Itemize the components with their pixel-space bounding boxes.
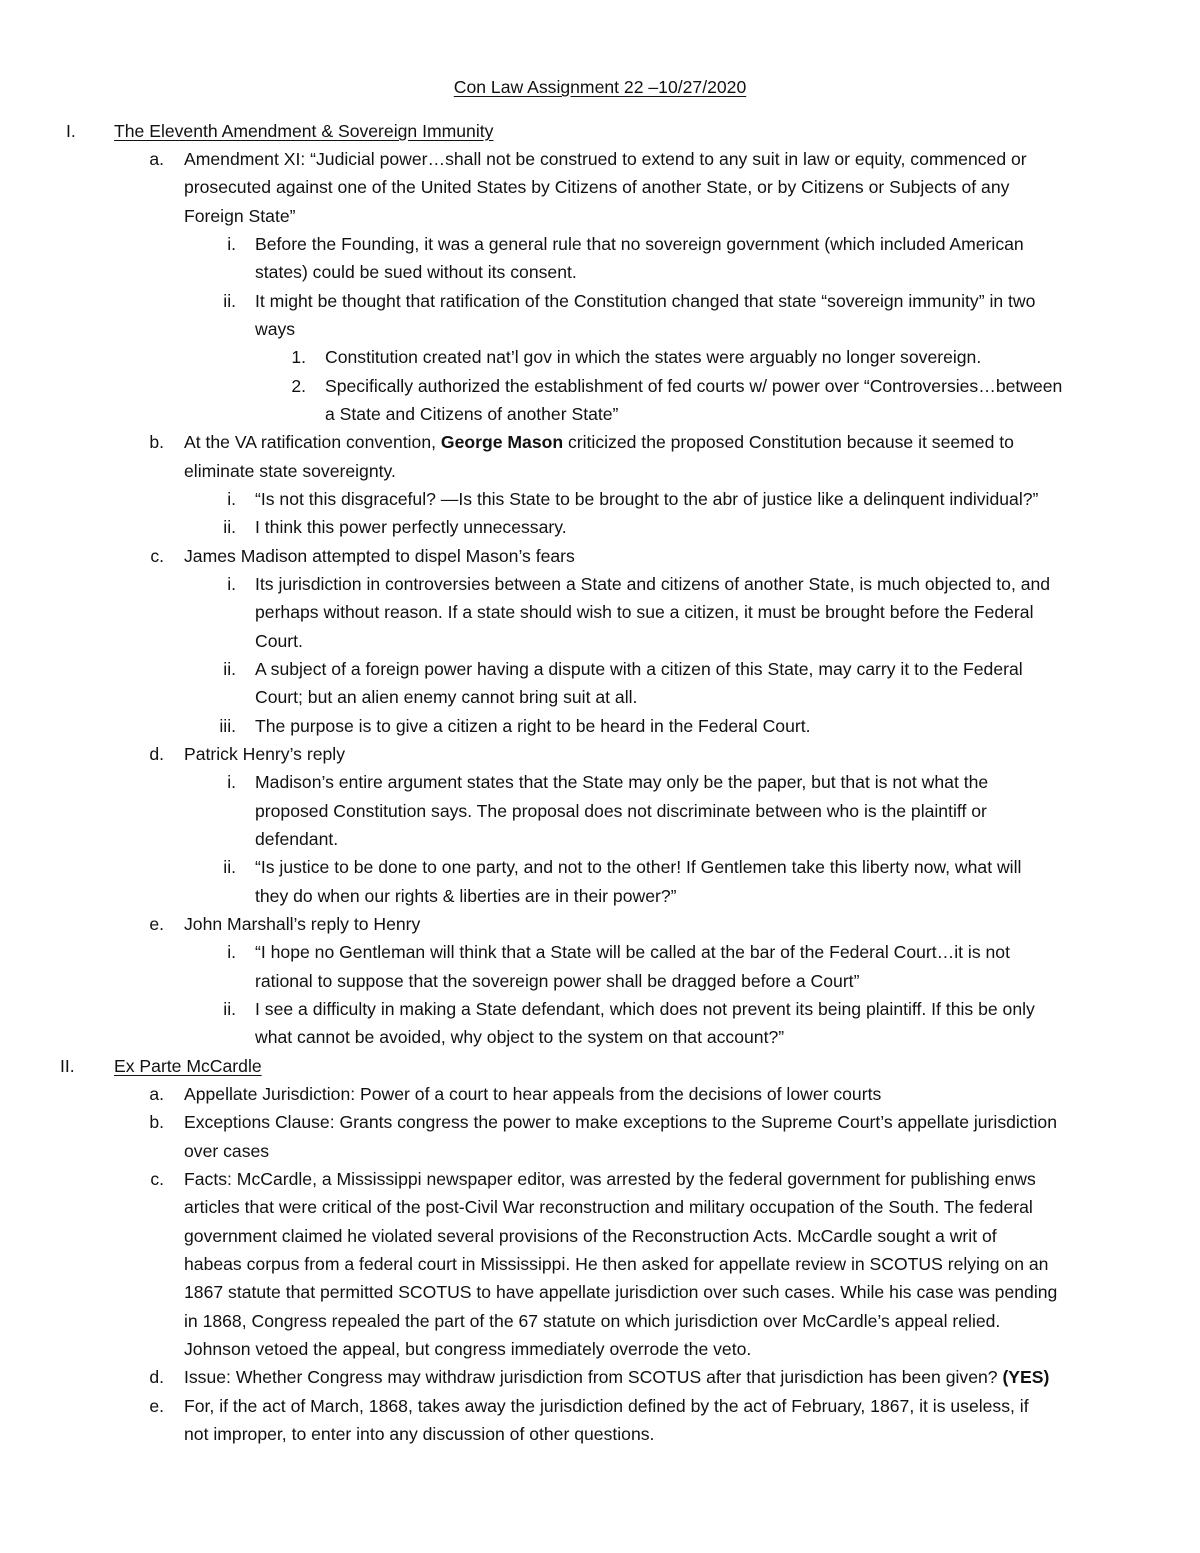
section-1-heading: The Eleventh Amendment & Sovereign Immunity	[114, 121, 494, 141]
item-1e-i-line: rational to suppose that the sovereign power shall be dragged before a Court”	[255, 971, 860, 991]
item-1e-i-line: “I hope no Gentleman will think that a State will be called at the bar of the Federal Court…it is not	[255, 942, 1010, 962]
item-1b-ii-line: I think this power perfectly unnecessary.	[255, 517, 567, 537]
item-1a-line: prosecuted against one of the United States by Citizens of another State, or by Citizens or Subjects of any	[184, 177, 1010, 197]
item-1a-ii-2-line: Specifically authorized the establishment of fed courts w/ power over “Controversies…between	[325, 376, 1063, 396]
section-2-heading: Ex Parte McCardle	[114, 1056, 262, 1076]
item-2a-marker: a.	[149, 1084, 164, 1104]
item-1b-ii-marker: ii.	[223, 517, 236, 537]
item-1d-i-line: proposed Constitution says. The proposal does not discriminate between who is the plaintiff or	[255, 801, 987, 821]
item-1c-i-line: perhaps without reason. If a state should wish to sue a citizen, it must be brought before the Federal	[255, 602, 1034, 622]
item-2b-line: over cases	[184, 1141, 270, 1161]
item-2c-line: articles that were critical of the post-Civil War reconstruction and military occupation of the South. The federal	[184, 1197, 1033, 1217]
item-1e-ii-line: what cannot be avoided, why object to the system on that account?”	[255, 1027, 785, 1047]
item-1c-iii-line: The purpose is to give a citizen a right to be heard in the Federal Court.	[255, 716, 811, 736]
item-2d-marker: d.	[149, 1367, 164, 1387]
item-1c-i-marker: i.	[227, 574, 236, 594]
item-1c-i-line: Court.	[255, 631, 303, 651]
item-2c-line: habeas corpus from a federal court in Mississippi. He then asked for appellate review in SCOTUS relying on an	[184, 1254, 1049, 1274]
item-2c-line: 1867 statute that permitted SCOTUS to have appellate jurisdiction over such cases. While his case was pending	[184, 1282, 1058, 1302]
item-1b-i-marker: i.	[227, 489, 236, 509]
george-mason-bold: George Mason	[440, 432, 564, 452]
item-1d-i-line: Madison’s entire argument states that the State may only be the paper, but that is not what the	[255, 772, 989, 792]
item-1d-i-marker: i.	[227, 772, 236, 792]
item-2c-line: government claimed he violated several provisions of the Reconstruction Acts. McCardle sought a writ of	[184, 1226, 997, 1246]
section-1-marker: I.	[66, 121, 76, 141]
item-1d-ii-marker: ii.	[223, 857, 236, 877]
item-2e-marker: e.	[149, 1396, 164, 1416]
item-2c-line: Johnson vetoed the appeal, but congress immediately overrode the veto.	[184, 1339, 752, 1359]
item-1e-ii-line: I see a difficulty in making a State defendant, which does not prevent its being plaintiff. If this be only	[255, 999, 1035, 1019]
item-1a-i-marker: i.	[227, 234, 236, 254]
item-1c-line: James Madison attempted to dispel Mason’s fears	[184, 546, 575, 566]
section-2-marker: II.	[60, 1056, 75, 1076]
item-1a-line: Foreign State”	[184, 206, 296, 226]
item-2e-line: not improper, to enter into any discussion of other questions.	[184, 1424, 655, 1444]
item-2d-line: Issue: Whether Congress may withdraw jurisdiction from SCOTUS after that jurisdiction has been given? (YES)	[184, 1367, 1050, 1387]
item-1e-marker: e.	[149, 914, 164, 934]
item-1b-marker: b.	[149, 432, 164, 452]
yes-answer: (YES)	[1002, 1367, 1050, 1387]
item-1d-marker: d.	[149, 744, 164, 764]
item-1b-i-line: “Is not this disgraceful? —Is this State to be brought to the abr of justice like a delinquent individual?”	[255, 489, 1039, 509]
item-2e-line: For, if the act of March, 1868, takes away the jurisdiction defined by the act of February, 1867, it is useless, if	[184, 1396, 1029, 1416]
item-1a-ii-line: ways	[255, 319, 296, 339]
item-1c-ii-line: A subject of a foreign power having a dispute with a citizen of this State, may carry it to the Federal	[255, 659, 1023, 679]
item-1a-ii-2-line: a State and Citizens of another State”	[325, 404, 619, 424]
item-1a-ii-marker: ii.	[223, 291, 236, 311]
item-1d-i-line: defendant.	[255, 829, 339, 849]
item-2c-line: in 1868, Congress repealed the part of the 67 statute on which jurisdiction over McCardle’s appeal relied.	[184, 1311, 1001, 1331]
document-title: Con Law Assignment 22 –10/27/2020	[453, 77, 747, 97]
item-1e-line: John Marshall’s reply to Henry	[184, 914, 421, 934]
item-2c-line: Facts: McCardle, a Mississippi newspaper editor, was arrested by the federal government for publishing enws	[184, 1169, 1036, 1189]
item-1a-i-line: Before the Founding, it was a general rule that no sovereign government (which included American	[255, 234, 1024, 254]
item-2b-line: Exceptions Clause: Grants congress the power to make exceptions to the Supreme Court’s appellate jurisdiction	[184, 1112, 1057, 1132]
item-1e-ii-marker: ii.	[223, 999, 236, 1019]
item-2a-line: Appellate Jurisdiction: Power of a court to hear appeals from the decisions of lower courts	[184, 1084, 882, 1104]
item-1b-line: At the VA ratification convention, George Mason criticized the proposed Constitution because it seemed to	[184, 432, 1014, 452]
item-2c-marker: c.	[150, 1169, 164, 1189]
item-1a-i-line: states) could be sued without its consent.	[255, 262, 577, 282]
item-1b-line: eliminate state sovereignty.	[184, 461, 396, 481]
item-1a-ii-line: It might be thought that ratification of the Constitution changed that state “sovereign immunity” in two	[255, 291, 1036, 311]
item-1a-ii-1-line: Constitution created nat’l gov in which the states were arguably no longer sovereign.	[325, 347, 982, 367]
item-1d-line: Patrick Henry’s reply	[184, 744, 345, 764]
item-1a-marker: a.	[149, 149, 164, 169]
item-1e-i-marker: i.	[227, 942, 236, 962]
item-1c-ii-line: Court; but an alien enemy cannot bring suit at all.	[255, 687, 638, 707]
item-1d-ii-line: they do when our rights & liberties are in their power?”	[255, 886, 677, 906]
item-1c-ii-marker: ii.	[223, 659, 236, 679]
item-1c-iii-marker: iii.	[219, 716, 236, 736]
item-1a-ii-2-marker: 2.	[291, 376, 306, 396]
item-1a-ii-1-marker: 1.	[291, 347, 306, 367]
item-1d-ii-line: “Is justice to be done to one party, and not to the other! If Gentlemen take this liberty now, what will	[255, 857, 1022, 877]
item-1c-i-line: Its jurisdiction in controversies between a State and citizens of another State, is much objected to, and	[255, 574, 1051, 594]
item-1a-line: Amendment XI: “Judicial power…shall not be construed to extend to any suit in law or equity, commenced or	[184, 149, 1027, 169]
item-1c-marker: c.	[150, 546, 164, 566]
item-2b-marker: b.	[149, 1112, 164, 1132]
